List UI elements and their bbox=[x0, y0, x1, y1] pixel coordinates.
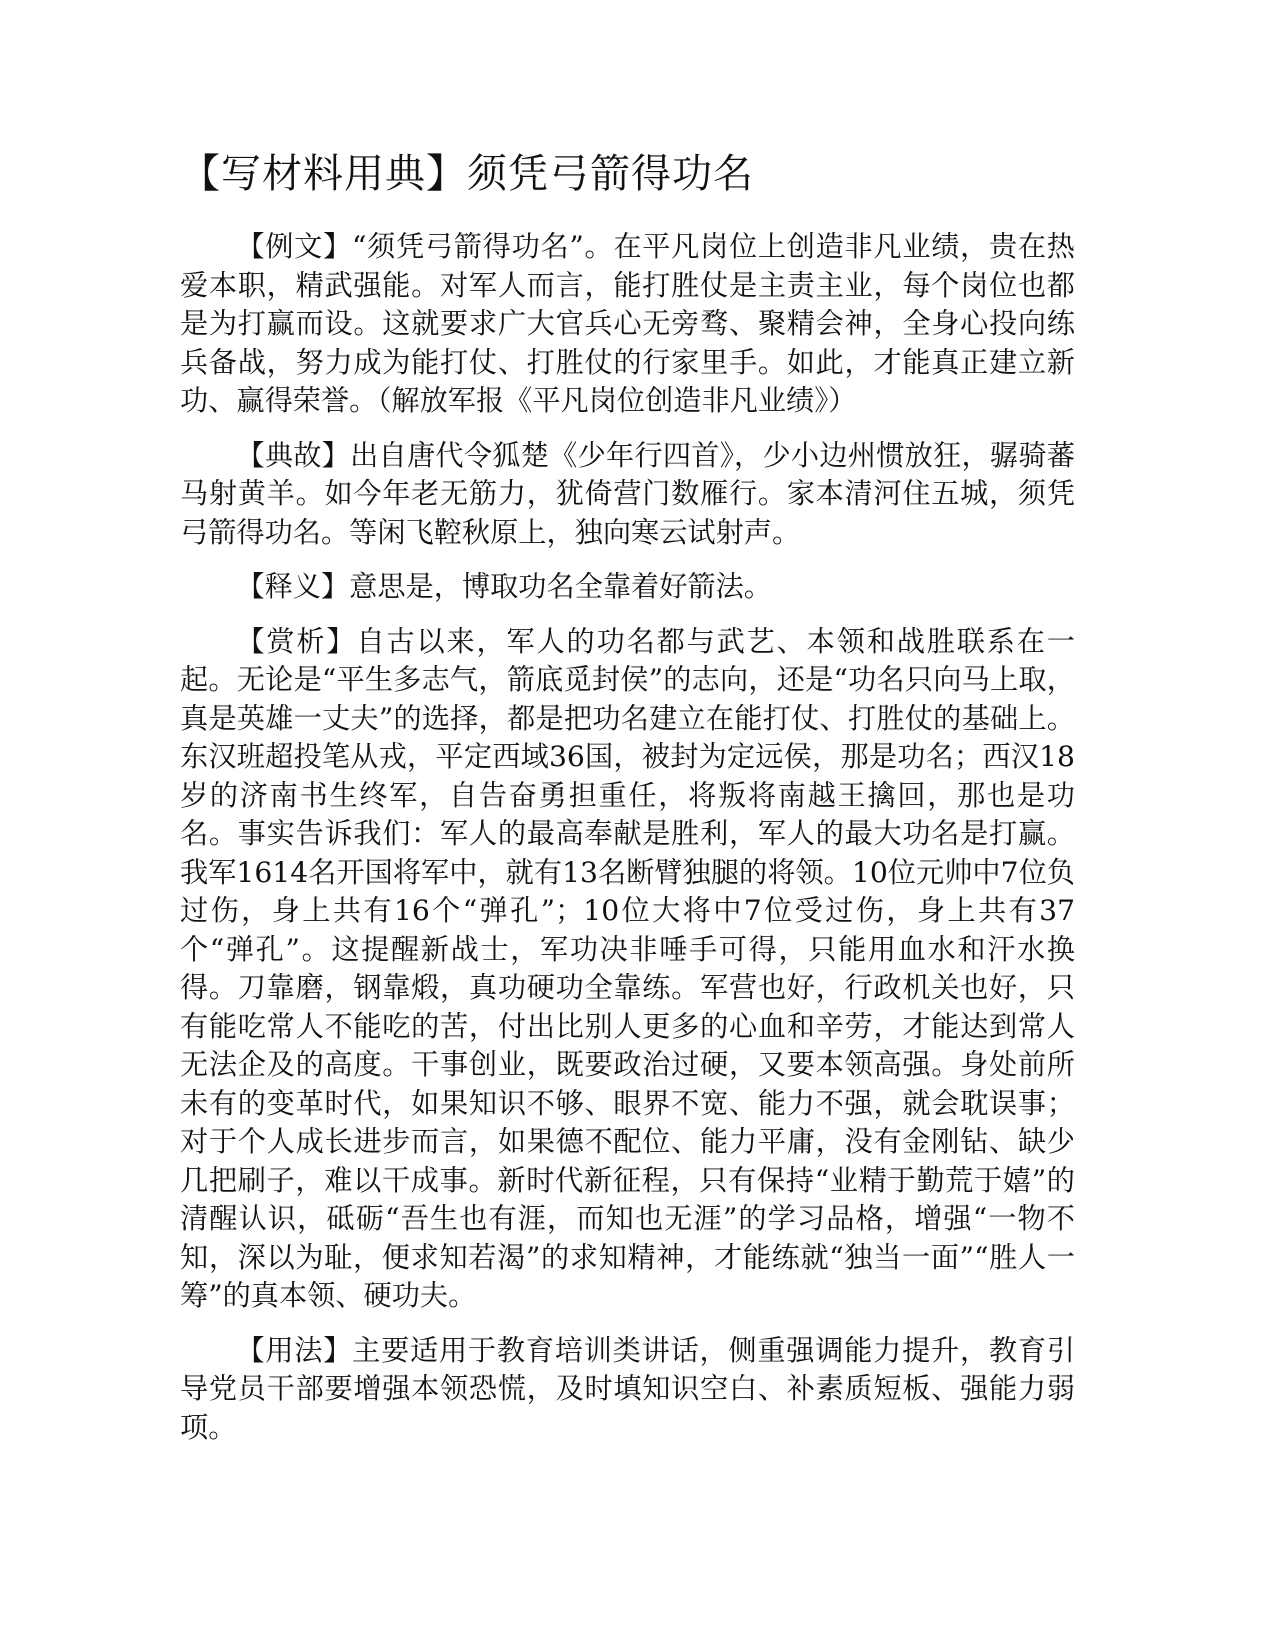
paragraph-usage: 【用法】主要适用于教育培训类讲话，侧重强调能力提升，教育引导党员干部要增强本领恐慌，及时填知识空白、补素质短板、强能力弱项。 bbox=[180, 1333, 1075, 1444]
paragraph-appreciation: 【赏析】自古以来，军人的功名都与武艺、本领和战胜联系在一起。无论是“平生多志气，箭底觅封侯”的志向，还是“功名只向马上取，真是英雄一丈夫”的选择，都是把功名建立在能打仗、打胜仗的基础上。东汉班超投笔从戎，平定西域36国，被封为定远侯，那是功名；西汉18岁的济南书生终军，自告奋勇担重任，将叛将南越王擒回，那也是功名。事实告诉我们：军人的最高奉献是胜利，军人的最大功名是打赢。我军1614名开国将军中，就有13名断臂独腿的将领。10位元帅中7位负过伤，身上共有16个“弹孔”；10位大将中7位受过伤，身上共有37个“弹孔”。这提醒新战士，军功决非唾手可得，只能用血水和汗水换得。刀靠磨，钢靠煅，真功硬功全靠练。军营也好，行政机关也好，只有能吃常人不能吃的苦，付出比别人更多的心血和辛劳，才能达到常人无法企及的高度。干事创业，既要政治过硬，又要本领高强。身处前所未有的变革时代，如果知识不够、眼界不宽、能力不强，就会耽误事；对于个人成长进步而言，如果德不配位、能力平庸，没有金刚钻、缺少几把刷子，难以干成事。新时代新征程，只有保持“业精于勤荒于嬉”的清醒认识，砥砺“吾生也有涯，而知也无涯”的学习品格，增强“一物不知，深以为耻，便求知若渴”的求知精神，才能练就“独当一面”“胜人一筹”的真本领、硬功夫。 bbox=[180, 624, 1075, 1312]
paragraph-example: 【例文】“须凭弓箭得功名”。在平凡岗位上创造非凡业绩，贵在热爱本职，精武强能。对军人而言，能打胜仗是主责主业，每个岗位也都是为打赢而设。这就要求广大官兵心无旁骛、聚精会神，全身心投向练兵备战，努力成为能打仗、打胜仗的行家里手。如此，才能真正建立新功、赢得荣誉。（解放军报《平凡岗位创造非凡业绩》） bbox=[180, 230, 1075, 417]
document-page bbox=[180, 148, 1075, 1463]
paragraph-allusion: 【典故】出自唐代令狐楚《少年行四首》，少小边州惯放狂，骣骑蕃马射黄羊。如今年老无筋力，犹倚营门数雁行。家本清河住五城，须凭弓箭得功名。等闲飞鞚秋原上，独向寒云试射声。 bbox=[180, 438, 1075, 549]
document-title: 【写材料用典】须凭弓箭得功名 bbox=[180, 151, 754, 197]
paragraph-meaning: 【释义】意思是，博取功名全靠着好箭法。 bbox=[236, 570, 772, 603]
